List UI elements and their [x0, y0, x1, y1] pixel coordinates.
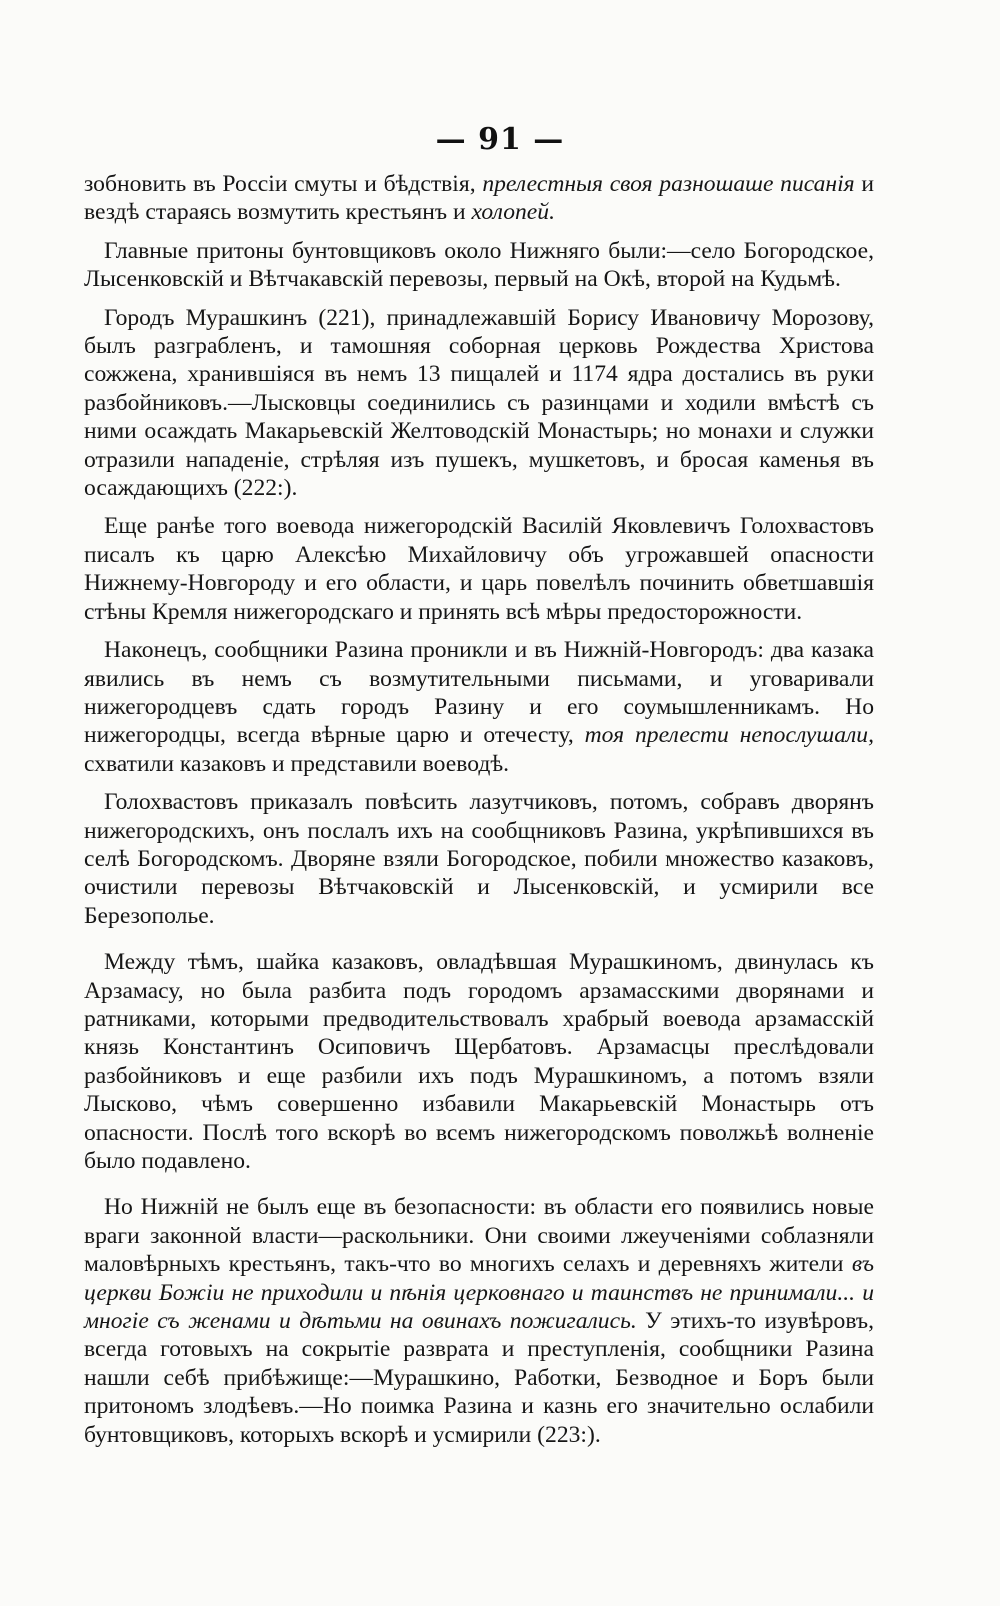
paragraph [84, 512, 874, 626]
italic-quote: въ церкви Божіи не приходили и пѣнія церковнаго и таинствъ не принимали... и многіе съ женами и дѣтьми на овинахъ пожигались. [84, 1251, 874, 1335]
text-run: Главные притоны бунтовщиковъ около Нижняго были:—село Богородское, Лысенковскій и Вѣтчакавскій перевозы, первый на Окѣ, второй на Кудьмѣ. [84, 237, 874, 293]
text-run: Наконецъ, сообщники Разина проникли и въ Нижній-Новгородъ: два казака явились въ немъ съ возмутительными письмами, и уговаривали нижегородцевъ сдать городъ Разину и его соумышленникамъ. Но нижегородцы, всегда вѣрные царю и отечесту, [84, 637, 874, 749]
italic-quote: тоя прелести непослушали, [584, 722, 874, 749]
text-run: Но Нижній не былъ еще въ безопасности: въ области его появились новые враги законной власти—раскольники. Они своими лжеученіями соблазняли маловѣрныхъ крестьянъ, такъ-что во многихъ селахъ и деревняхъ жители [84, 1194, 874, 1278]
text-run: Между тѣмъ, шайка казаковъ, овладѣвшая Мурашкиномъ, двинулась къ Арзамасу, но была разбита подъ городомъ арзамасскими дворянами и ратниками, которыми предводительствовалъ храбрый воевода арзамасскій князь Константинъ Осиповичъ Щербатовъ. Арзамасцы преслѣдовали разбойниковъ и еще разбили ихъ подъ Мурашкиномъ, а потомъ взяли Лысково, чѣмъ совершенно избавили Макарьевскій Монастырь отъ опасности. Послѣ того вскорѣ во всемъ нижегородскомъ поволжьѣ волненіе было подавлено. [84, 949, 874, 1174]
paragraph [84, 788, 874, 930]
text-run: Голохвастовъ приказалъ повѣсить лазутчиковъ, потомъ, собравъ дворянъ нижегородскихъ, онъ послалъ ихъ на сообщниковъ Разина, укрѣпившихся въ селѣ Богородскомъ. Дворяне взяли Богородское, побили множество казаковъ, очистили перевозы Вѣтчаковскій и Лысенковскій, и усмирили все Березополье. [84, 789, 874, 929]
italic-quote: холопей. [471, 199, 555, 226]
paragraph [84, 1193, 874, 1449]
paragraph [84, 304, 874, 503]
italic-quote: прелестныя своя разношаше писанія [482, 171, 855, 197]
text-run: Еще ранѣе того воевода нижегородскій Василій Яковлевичъ Голохвастовъ писалъ къ царю Алексѣю Михайловичу объ угрожавшей опасности Нижнему-Новгороду и его области, и царь повелѣлъ починить обветшавшія стѣны Кремля нижегородскаго и принять всѣ мѣры предосторожности. [84, 513, 874, 625]
paragraph [84, 170, 874, 227]
text-run: схватили казаковъ и представили воеводѣ. [84, 750, 510, 777]
paragraph [84, 237, 874, 294]
text-run: зобновить въ Россіи смуты и бѣдствія, [84, 171, 483, 197]
text-run: У этихъ-то изувѣровъ, всегда готовыхъ на сокрытіе разврата и преступленія, сообщники Разина нашли себѣ прибѣжище:—Мурашкино, Работки, Безводное и Боръ были притономъ злодѣевъ.—Но поимка Разина и казнь его значительно ослабили бунтовщиковъ, которыхъ вскорѣ и усмирили (223:). [84, 1308, 874, 1448]
text-run: Городъ Мурашкинъ (221), принадлежавшій Борису Ивановичу Морозову, былъ разграбленъ, и тамошняя соборная церковь Рождества Христова сожжена, хранившіяся въ немъ 13 пищалей и 1174 ядра достались въ руки разбойниковъ.—Лысковцы соединились съ разинцами и ходили вмѣстѣ съ ними осаждать Макарьевскій Желтоводскій Монастырь; но монахи и служки отразили нападеніе, стрѣляя изъ пушекъ, мушкетовъ, и бросая каменья въ осаждающихъ (222:). [84, 304, 874, 502]
page-number: — 91 — [435, 122, 565, 157]
text-run: и вездѣ стараясь возмутить крестьянъ и [84, 171, 874, 226]
body-text [84, 170, 874, 1459]
paragraph [84, 636, 874, 778]
paragraph [84, 948, 874, 1175]
